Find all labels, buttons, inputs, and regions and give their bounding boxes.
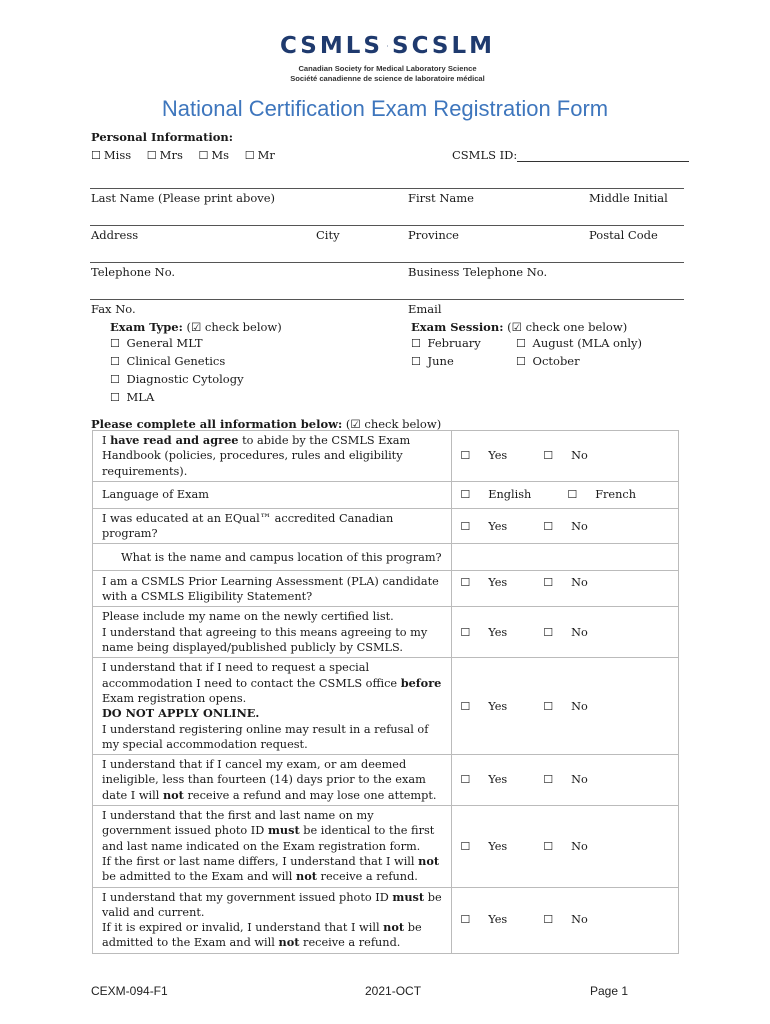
option-no[interactable]: ☐ No [543, 913, 588, 927]
checkbox-icon: ☐ [543, 625, 554, 639]
checkbox-icon: ☐ [244, 149, 255, 162]
checkbox-icon: ☐ [460, 576, 471, 590]
checkbox-icon: ☐ [543, 576, 554, 590]
checkbox-icon: ☐ [198, 149, 209, 162]
last-name-label: Last Name (Please print above) [91, 191, 276, 205]
option-yes[interactable]: ☐ Yes [460, 913, 508, 927]
question-row-language [93, 481, 679, 508]
telephone-label: Telephone No. [91, 265, 176, 279]
exam-type-diagnostic-cytology[interactable]: ☐ Diagnostic Cytology [110, 372, 244, 386]
question-text: I was educated at an EQual™ accredited Canadian program? [93, 508, 452, 544]
checkbox-icon: ☐ [567, 488, 578, 502]
question-text: I understand that the first and last name on my government issued photo ID must be identical to the first and last name indicated on the Exam registration form. If the first or last name differs, I understand that I will not be admitted to the Exam and will not receive a refund. [93, 806, 452, 887]
complete-all-heading: Please complete all information below: (☑ check below) [91, 417, 442, 431]
csmls-id-label: CSMLS ID: [452, 148, 518, 162]
salutation-miss[interactable]: ☐ Miss [91, 148, 132, 162]
checkbox-icon: ☐ [460, 699, 471, 713]
checkbox-icon: ☐ [516, 355, 526, 368]
session-october[interactable]: ☐ October [516, 354, 580, 368]
fax-label: Fax No. [91, 302, 136, 316]
option-yes[interactable]: ☐ Yes [460, 519, 508, 533]
maple-leaf-emblem-icon [387, 31, 388, 61]
personal-info-heading: Personal Information: [91, 130, 234, 144]
session-february[interactable]: ☐ February [411, 336, 481, 350]
question-row-accommodation [93, 658, 679, 755]
logo-english-name: Canadian Society for Medical Laboratory Science [298, 64, 477, 73]
answer-options [452, 806, 679, 887]
salutation-mrs[interactable]: ☐ Mrs [146, 148, 183, 162]
salutation-mr[interactable]: ☐ Mr [244, 148, 275, 162]
answer-options [452, 431, 679, 482]
checkbox-icon: ☐ [460, 913, 471, 927]
question-row-cancel [93, 755, 679, 806]
checkbox-icon: ☐ [543, 449, 554, 463]
checkbox-icon: ☐ [460, 773, 471, 787]
form-code: CEXM-094-F1 [91, 984, 168, 998]
question-text: Language of Exam [93, 481, 452, 508]
option-english[interactable]: ☐ English [460, 488, 532, 502]
salutation-options [91, 148, 287, 162]
checkbox-icon: ☐ [146, 149, 157, 162]
address-line[interactable] [90, 225, 684, 226]
question-row-equal [93, 508, 679, 544]
question-text: I have read and agree to abide by the CSMLS Exam Handbook (policies, procedures, rules and eligibility requirements). [93, 431, 452, 482]
option-yes[interactable]: ☐ Yes [460, 699, 508, 713]
option-yes[interactable]: ☐ Yes [460, 839, 508, 853]
option-yes[interactable]: ☐ Yes [460, 576, 508, 590]
province-label: Province [408, 228, 459, 242]
checkbox-icon: ☐ [543, 839, 554, 853]
name-line[interactable] [90, 188, 684, 189]
answer-options [452, 571, 679, 607]
question-row-name-match [93, 806, 679, 887]
exam-session-heading: Exam Session: (☑ check one below) [411, 320, 628, 334]
city-label: City [316, 228, 340, 242]
first-name-label: First Name [408, 191, 474, 205]
csmls-id-field[interactable] [452, 148, 689, 162]
question-text: I am a CSMLS Prior Learning Assessment (PLA) candidate with a CSMLS Eligibility Statement? [93, 571, 452, 607]
question-text: I understand that my government issued photo ID must be valid and current. If it is expired or invalid, I understand that I will not be admitted to the Exam and will not receive a refund. [93, 887, 452, 953]
answer-options [452, 658, 679, 755]
question-row-handbook [93, 431, 679, 482]
option-no[interactable]: ☐ No [543, 576, 588, 590]
session-august[interactable]: ☐ August (MLA only) [516, 336, 643, 350]
checkbox-icon: ☐ [543, 519, 554, 533]
checkbox-icon: ☐ [411, 337, 421, 350]
checkbox-icon: ☐ [91, 149, 101, 162]
csmls-id-line [517, 150, 689, 162]
question-text: What is the name and campus location of this program? [93, 544, 452, 571]
checkbox-icon: ☐ [411, 355, 421, 368]
postal-code-label: Postal Code [589, 228, 658, 242]
form-date: 2021-OCT [365, 984, 422, 998]
question-text: Please include my name on the newly certified list. I understand that agreeing to this means agreeing to my name being displayed/published publicly by CSMLS. [93, 607, 452, 658]
business-telephone-label: Business Telephone No. [408, 265, 548, 279]
exam-type-heading: Exam Type: (☑ check below) [110, 320, 282, 334]
option-no[interactable]: ☐ No [543, 699, 588, 713]
session-june[interactable]: ☐ June [411, 354, 454, 368]
checkbox-icon: ☐ [516, 337, 526, 350]
exam-type-mla[interactable]: ☐ MLA [110, 390, 155, 404]
middle-initial-label: Middle Initial [589, 191, 668, 205]
option-no[interactable]: ☐ No [543, 839, 588, 853]
checkbox-icon: ☐ [110, 391, 120, 404]
form-title: National Certification Exam Registration Form [161, 96, 609, 121]
option-yes[interactable]: ☐ Yes [460, 625, 508, 639]
question-row-valid-id [93, 887, 679, 953]
checkbox-icon: ☐ [110, 373, 120, 386]
answer-options [452, 508, 679, 544]
answer-options [452, 755, 679, 806]
question-text: I understand that if I need to request a special accommodation I need to contact the CSMLS office before Exam registration opens. DO NOT APPLY ONLINE. I understand registering online may result in a refusal of my special accommodation request. [93, 658, 452, 755]
option-french[interactable]: ☐ French [567, 488, 636, 502]
checkbox-icon: ☐ [460, 519, 471, 533]
checkbox-icon: ☐ [110, 355, 120, 368]
logo-french-name: Société canadienne de science de laboratoire médical [290, 74, 485, 83]
option-no[interactable]: ☐ No [543, 625, 588, 639]
question-row-certified-list [93, 607, 679, 658]
checkbox-icon: ☐ [543, 773, 554, 787]
answer-options [452, 481, 679, 508]
logo-left-word: CSMLS [280, 33, 383, 59]
telephone-line[interactable] [90, 262, 684, 263]
checkbox-icon: ☐ [110, 337, 120, 350]
csmls-logo [280, 28, 495, 88]
checkbox-icon: ☐ [543, 699, 554, 713]
option-no[interactable]: ☐ No [543, 519, 588, 533]
checkbox-icon: ☐ [460, 488, 471, 502]
logo-right-word: SCSLM [392, 33, 495, 59]
page-number: Page 1 [590, 984, 629, 998]
checkbox-icon: ☐ [460, 839, 471, 853]
question-row-program [93, 544, 679, 571]
option-no[interactable]: ☐ No [543, 773, 588, 787]
checkbox-icon: ☐ [460, 625, 471, 639]
fax-email-line[interactable] [90, 299, 684, 300]
questions-table [92, 430, 679, 954]
option-no[interactable]: ☐ No [543, 449, 588, 463]
salutation-ms[interactable]: ☐ Ms [198, 148, 230, 162]
email-label: Email [408, 302, 442, 316]
answer-options [452, 887, 679, 953]
exam-type-clinical-genetics[interactable]: ☐ Clinical Genetics [110, 354, 226, 368]
question-row-pla [93, 571, 679, 607]
program-answer-field[interactable] [452, 544, 679, 571]
option-yes[interactable]: ☐ Yes [460, 449, 508, 463]
answer-options [452, 607, 679, 658]
checkbox-icon: ☐ [543, 913, 554, 927]
checkbox-icon: ☐ [460, 449, 471, 463]
address-label: Address [91, 228, 139, 242]
exam-type-general-mlt[interactable]: ☐ General MLT [110, 336, 203, 350]
option-yes[interactable]: ☐ Yes [460, 773, 508, 787]
question-text: I understand that if I cancel my exam, or am deemed ineligible, less than fourteen (14) days prior to the exam date I will not receive a refund and may lose one attempt. [93, 755, 452, 806]
